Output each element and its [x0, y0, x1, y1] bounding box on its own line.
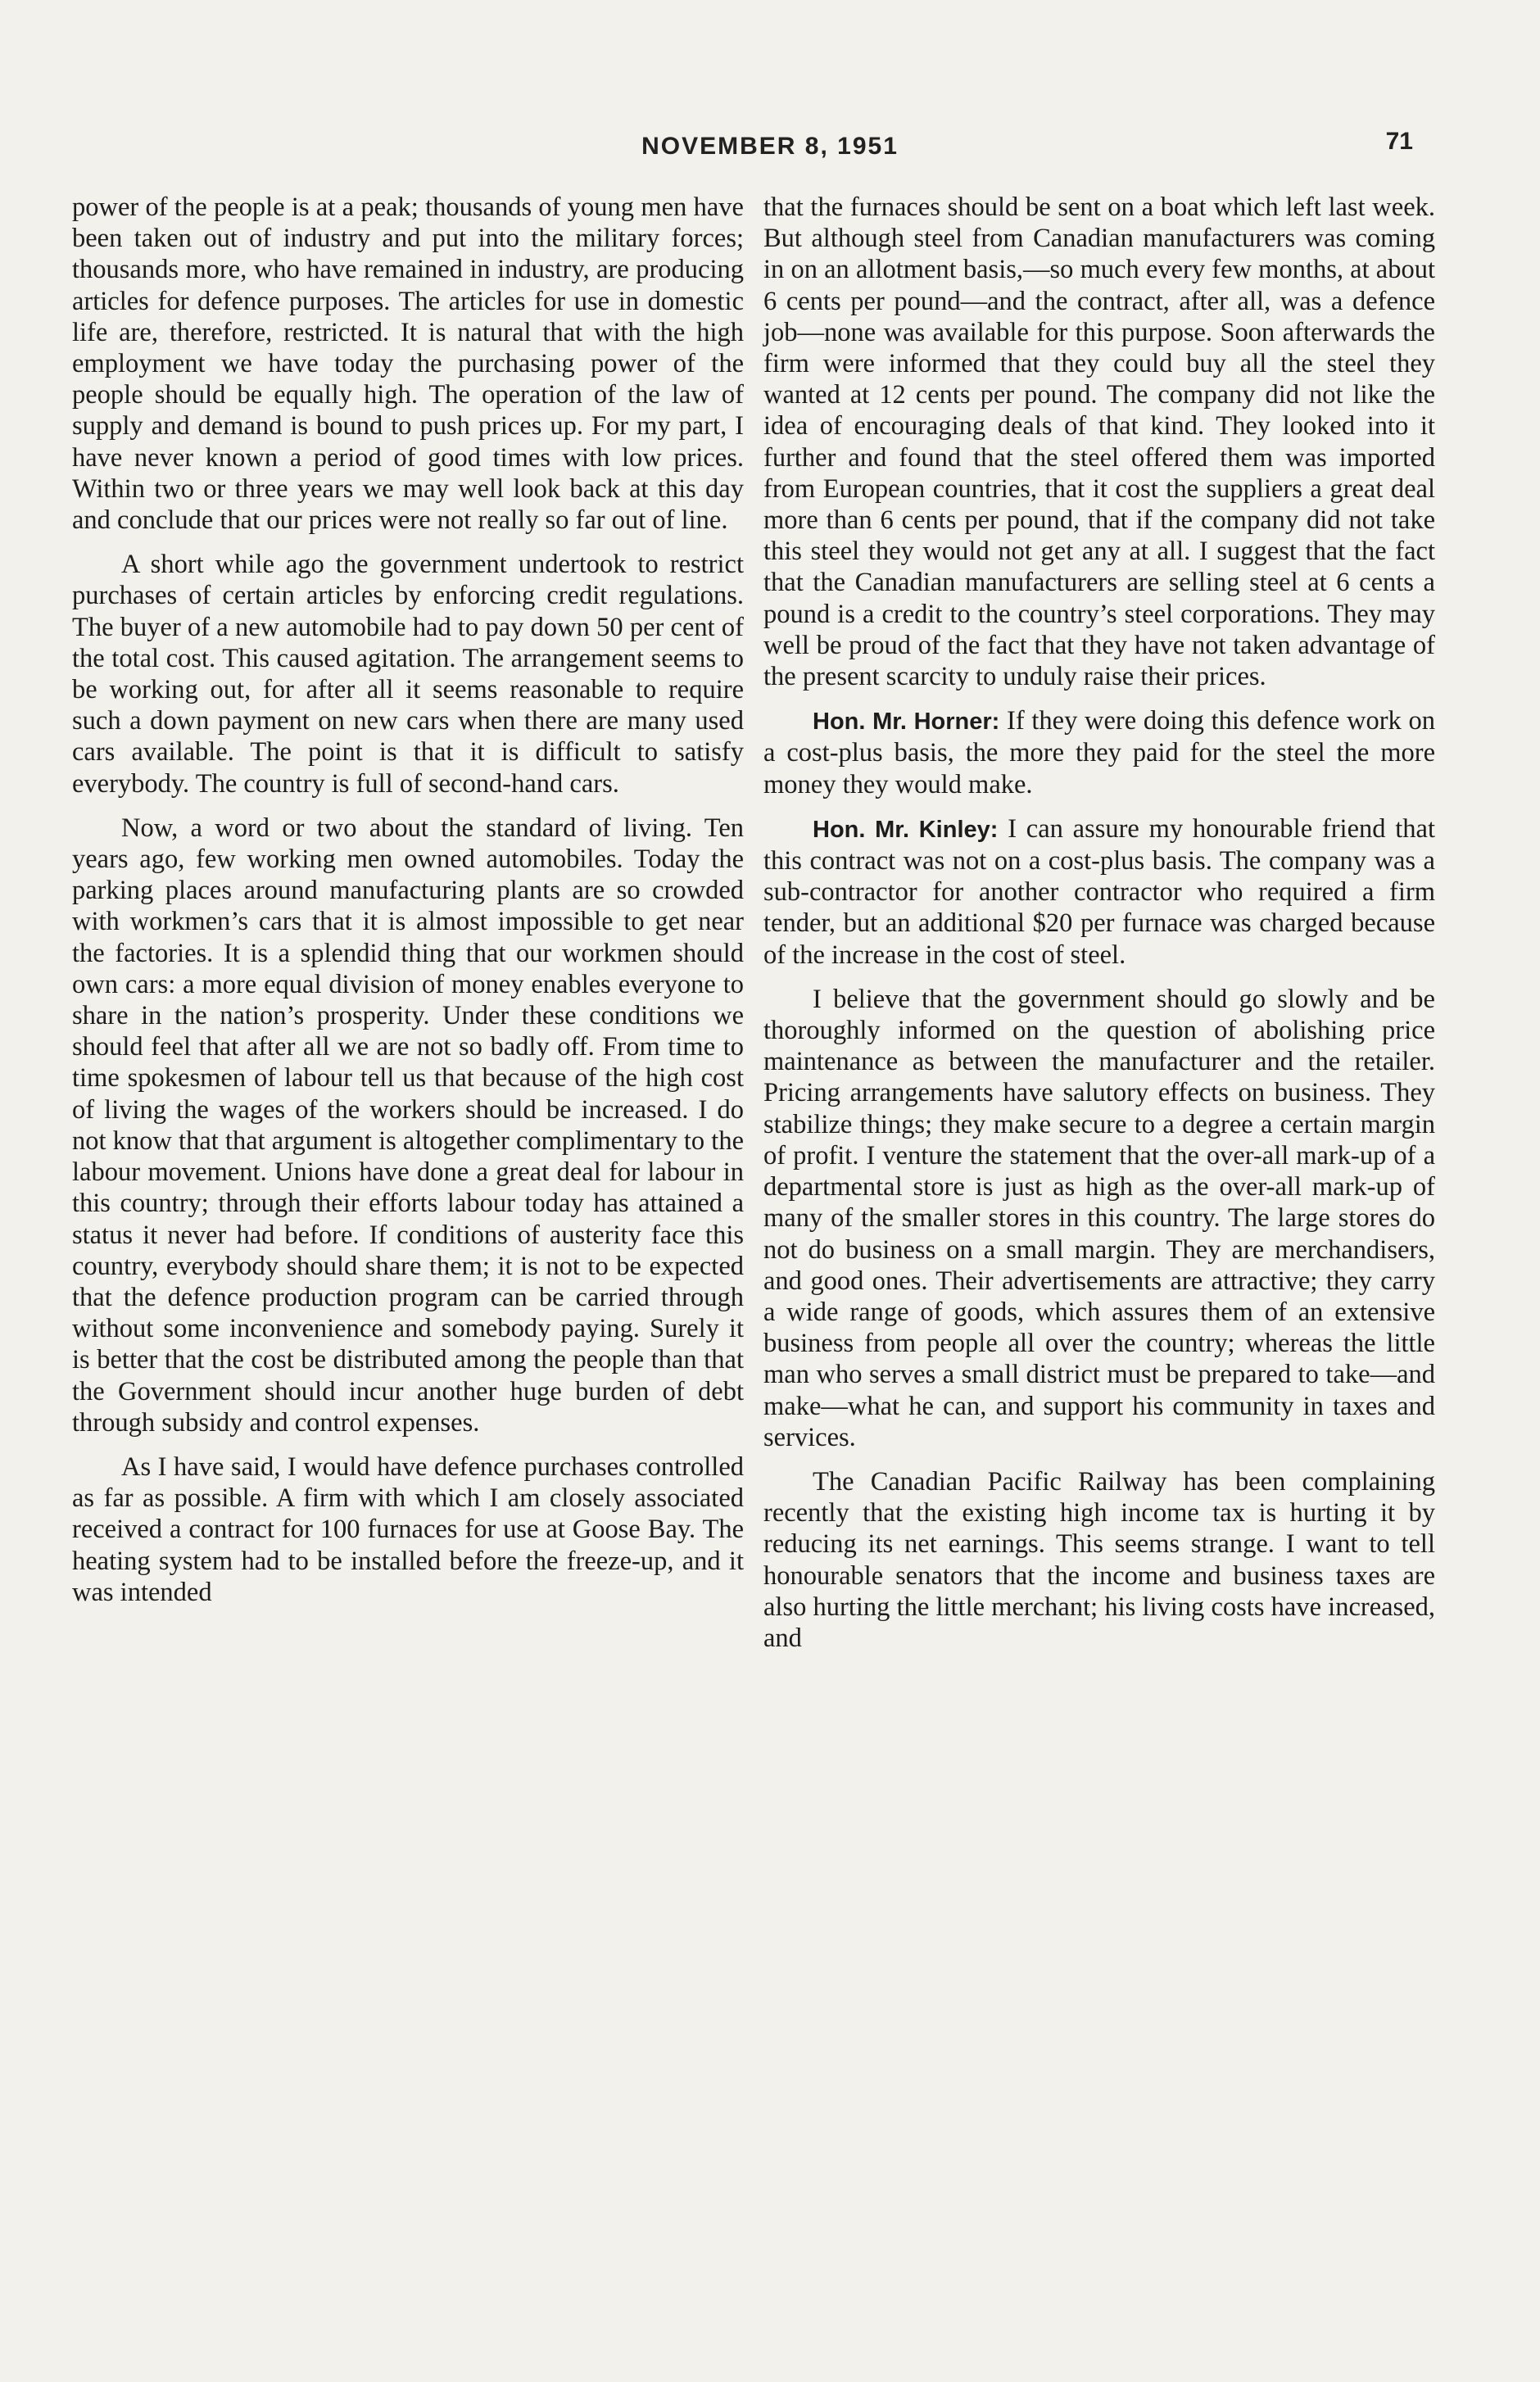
speech-text: I can assure my honourable friend that this contract was not on a cost-plus basis. The company was a sub-contractor for another contractor who required a firm tender, but an additional $20 per furnace was charged because of the increase in the cost of steel. — [763, 813, 1435, 970]
speech-text: If they were doing this defence work on a cost-plus basis, the more they paid for the steel the more money they would make. — [763, 706, 1435, 799]
page-number: 71 — [1385, 128, 1413, 155]
paragraph: power of the people is at a peak; thousands of young men have been taken out of industry and put into the military forces; thousands more, who have remained in industry, are producing articles for defence purposes. The articles for use in domestic life are, therefore, restricted. It is natural that with the high employment we have today the purchasing power of the people should be equally high. The operation of the law of supply and demand is bound to push prices up. For my part, I have never known a period of good times with low prices. Within two or three years we may well look back at this day and conclude that our prices were not really so far out of line. — [72, 192, 744, 536]
speech-paragraph — [763, 813, 1435, 971]
paragraph: that the furnaces should be sent on a boat which left last week. But although steel from Canadian manufacturers was coming in on an allotment basis,—so much every few months, at about 6 cents per pound—and the contract, after all, was a defence job—none was available for this purpose. Soon afterwards the firm were informed that they could buy all the steel they wanted at 12 cents per pound. The company did not like the idea of encouraging deals of that kind. They looked into it further and found that the steel offered them was imported from European countries, that it cost the suppliers a great deal more than 6 cents per pound, that if the company did not take this steel they would not get any at all. I suggest that the fact that the Canadian manufacturers are selling steel at 6 cents a pound is a credit to the country’s steel corporations. They may well be proud of the fact that they have not taken advantage of the present scarcity to unduly raise their prices. — [763, 192, 1435, 692]
page-header-date: NOVEMBER 8, 1951 — [641, 133, 899, 160]
right-column — [763, 192, 1435, 1667]
speaker-name: Hon. Mr. Horner: — [813, 709, 1000, 736]
speaker-name: Hon. Mr. Kinley: — [813, 816, 999, 843]
left-column — [72, 192, 744, 1621]
paragraph: I believe that the government should go slowly and be thoroughly informed on the question of abolishing price maintenance as between the manufacturer and the retailer. Pricing arrangements have salutory effects on business. They stabilize things; they make secure to a degree a certain margin of profit. I venture the statement that the over-all mark-up of a departmental store is just as high as the over-all mark-up of many of the smaller stores in this country. The large stores do not do business on a small margin. They are merchandisers, and good ones. Their advertisements are attractive; they carry a wide range of goods, which assures them of an extensive business from people all over the country; whereas the little man who serves a small district must be prepared to take—and make—what he can, and support his community in taxes and services. — [763, 984, 1435, 1452]
paragraph: Now, a word or two about the standard of living. Ten years ago, few working men owned automobiles. Today the parking places around manufacturing plants are so crowded with workmen’s cars that it is almost impossible to get near the factories. It is a splendid thing that our workmen should own cars: a more equal division of money enables everyone to share in the nation’s prosperity. Under these conditions we should feel that after all we are not so badly off. From time to time spokesmen of labour tell us that because of the high cost of living the wages of the workers should be increased. I do not know that that argument is altogether complimentary to the labour movement. Unions have done a great deal for labour in this country; through their efforts labour today has attained a status it never had before. If conditions of austerity face this country, everybody should share them; it is not to be expected that the defence production program can be carried through without some inconvenience and somebody paying. Surely it is better that the cost be distributed among the people than that the Government should incur another huge burden of debt through subsidy and control expenses. — [72, 813, 744, 1438]
paragraph: A short while ago the government undertook to restrict purchases of certain articles by enforcing credit regulations. The buyer of a new automobile had to pay down 50 per cent of the total cost. This caused agitation. The arrangement seems to be working out, for after all it seems reasonable to require such a down payment on new cars when there are many used cars available. The point is that it is difficult to satisfy everybody. The country is full of second-hand cars. — [72, 550, 744, 799]
paragraph: The Canadian Pacific Railway has been complaining recently that the existing high income tax is hurting it by reducing its net earnings. This seems strange. I want to tell honourable senators that the income and business taxes are also hurting the little merchant; his living costs have increased, and — [763, 1466, 1435, 1653]
speech-paragraph — [763, 705, 1435, 800]
paragraph: As I have said, I would have defence purchases controlled as far as possible. A firm with which I am closely associated received a contract for 100 furnaces for use at Goose Bay. The heating system had to be installed before the freeze-up, and it was intended — [72, 1451, 744, 1607]
